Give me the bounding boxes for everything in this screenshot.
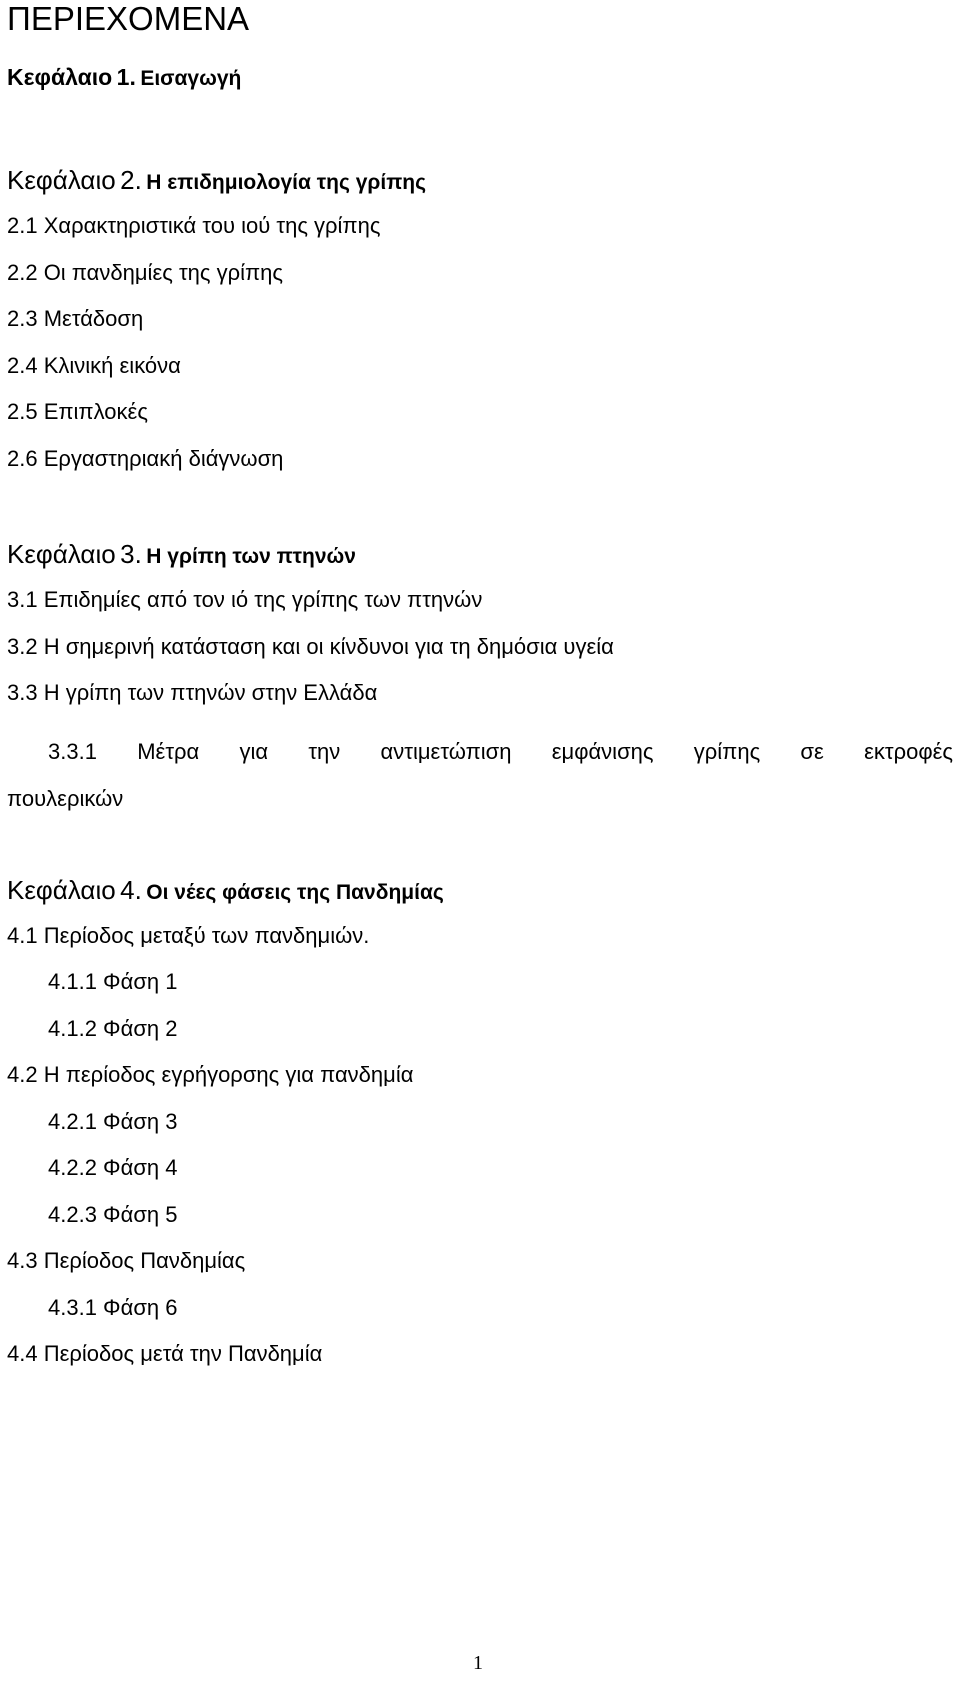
toc-entry-4-3-1: 4.3.1 Φάση 6 (48, 1295, 178, 1320)
toc-entry-2-2: 2.2 Οι πανδημίες της γρίπης (7, 260, 284, 285)
toc-entry-3-3: 3.3 Η γρίπη των πτηνών στην Ελλάδα (7, 680, 378, 705)
chapter-title: Οι νέες φάσεις της Πανδημίας (146, 881, 444, 904)
toc-entry-3-3-1: 3.3.1 Μέτρα για την αντιμετώπιση εμφάνισης γρίπης σε εκτροφές (48, 739, 953, 764)
chapter-label: Κεφάλαιο (7, 539, 116, 569)
toc-entry-4-1: 4.1 Περίοδος μεταξύ των πανδημιών. (7, 923, 370, 948)
chapter-label: Κεφάλαιο (7, 64, 113, 90)
toc-entry-4-1-1: 4.1.1 Φάση 1 (48, 969, 178, 994)
chapter-number: 3. (120, 539, 142, 569)
toc-entry-3-2: 3.2 Η σημερινή κατάσταση και οι κίνδυνοι για τη δημόσια υγεία (7, 634, 614, 659)
toc-entry-4-2: 4.2 Η περίοδος εγρήγορσης για πανδημία (7, 1062, 414, 1087)
chapter-2-heading (7, 167, 426, 193)
toc-entry-4-3: 4.3 Περίοδος Πανδημίας (7, 1248, 246, 1273)
toc-entry-3-1: 3.1 Επιδημίες από τον ιό της γρίπης των πτηνών (7, 587, 483, 612)
toc-entry-2-4: 2.4 Κλινική εικόνα (7, 353, 181, 378)
chapter-title: Η επιδημιολογία της γρίπης (146, 171, 427, 194)
chapter-3-heading (7, 541, 356, 567)
chapter-title: Εισαγωγή (140, 67, 242, 90)
toc-entry-4-2-2: 4.2.2 Φάση 4 (48, 1155, 178, 1180)
chapter-1-heading (7, 66, 241, 89)
page-title: ΠΕΡΙΕΧΟΜΕΝΑ (7, 0, 250, 37)
toc-entry-2-6: 2.6 Εργαστηριακή διάγνωση (7, 446, 284, 471)
toc-entry-2-3: 2.3 Μετάδοση (7, 306, 144, 331)
toc-entry-4-2-3: 4.2.3 Φάση 5 (48, 1202, 178, 1227)
toc-entry-2-5: 2.5 Επιπλοκές (7, 399, 148, 424)
chapter-number: 2. (120, 165, 142, 195)
chapter-label: Κεφάλαιο (7, 875, 116, 905)
toc-entry-3-3-1-continued: πουλερικών (7, 786, 124, 811)
chapter-title: Η γρίπη των πτηνών (146, 545, 356, 568)
chapter-number: 4. (120, 875, 142, 905)
page-number: 1 (473, 1652, 483, 1674)
toc-entry-2-1: 2.1 Χαρακτηριστικά του ιού της γρίπης (7, 213, 381, 238)
toc-entry-4-2-1: 4.2.1 Φάση 3 (48, 1109, 178, 1134)
toc-entry-4-4: 4.4 Περίοδος μετά την Πανδημία (7, 1341, 323, 1366)
toc-entry-4-1-2: 4.1.2 Φάση 2 (48, 1016, 178, 1041)
chapter-label: Κεφάλαιο (7, 165, 116, 195)
chapter-number: 1. (116, 64, 136, 90)
chapter-4-heading (7, 877, 444, 903)
